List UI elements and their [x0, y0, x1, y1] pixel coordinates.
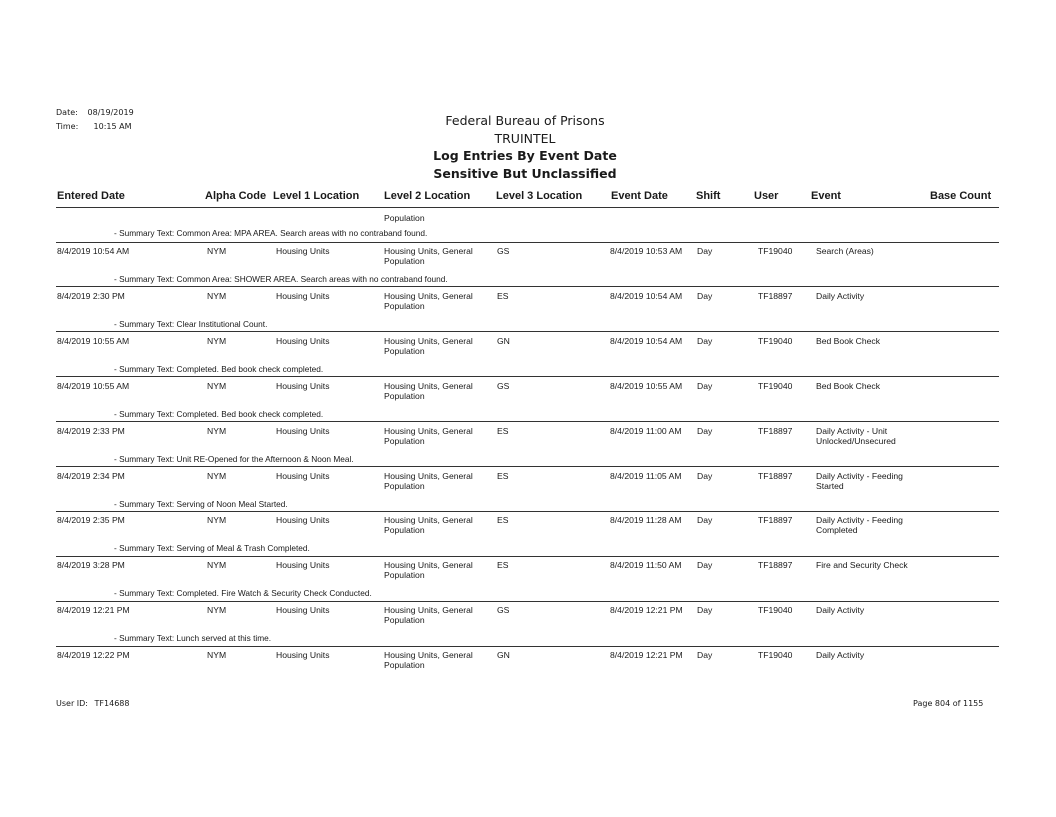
level2-cell: Housing Units, General — [384, 650, 473, 661]
shift-cell: Day — [697, 605, 713, 616]
row-rule — [56, 466, 999, 467]
alpha-code-cell: NYM — [207, 290, 227, 301]
alpha-code-cell: NYM — [207, 560, 227, 571]
time-label: Time: — [56, 122, 79, 131]
event-cell: Bed Book Check — [816, 380, 881, 391]
event-date-cell: 8/4/2019 12:21 PM — [610, 650, 683, 661]
level2-cell: Housing Units, General — [384, 515, 473, 526]
shift-cell: Day — [697, 246, 713, 256]
shift-cell: Day — [697, 425, 713, 436]
entered-date-cell: 8/4/2019 10:55 AM — [57, 380, 130, 391]
level2-cell: Housing Units, General — [384, 380, 473, 391]
report-time — [56, 122, 132, 131]
user-cell: TF19040 — [758, 335, 793, 346]
col-entered-date: Entered Date — [57, 190, 125, 202]
title-report: Log Entries By Event Date — [433, 148, 617, 163]
level2-cell-line2: Population — [384, 390, 425, 401]
entered-date-cell: 8/4/2019 10:55 AM — [57, 335, 130, 346]
user-cell: TF19040 — [758, 650, 793, 661]
event-cell: Daily Activity - Unit — [816, 425, 888, 436]
level2-cell: Housing Units, General — [384, 560, 473, 571]
row-rule — [56, 242, 999, 243]
title-classification: Sensitive But Unclassified — [433, 165, 617, 181]
level3-cell: ES — [497, 425, 509, 436]
level2-cell: Housing Units, General — [384, 425, 473, 436]
report-date — [56, 108, 134, 117]
summary-text: - Summary Text: Lunch served at this time. — [114, 633, 272, 644]
event-date-cell: 8/4/2019 11:50 AM — [610, 560, 682, 571]
footer-user-id — [56, 699, 129, 708]
col-event: Event — [811, 190, 841, 202]
title-agency: Federal Bureau of Prisons — [445, 113, 605, 128]
level1-cell: Housing Units — [276, 650, 330, 661]
user-cell: TF18897 — [758, 290, 793, 301]
entered-date-cell: 8/4/2019 2:35 PM — [57, 515, 125, 526]
user-id-label: User ID: — [56, 699, 88, 708]
level3-cell: GN — [497, 650, 510, 661]
shift-cell: Day — [697, 470, 713, 481]
summary-text: - Summary Text: Common Area: SHOWER AREA. Search areas with no contraband found. — [114, 274, 448, 284]
summary-text: - Summary Text: Clear Institutional Count. — [114, 318, 268, 329]
alpha-code-cell: NYM — [207, 246, 227, 256]
col-alpha-code: Alpha Code — [205, 190, 267, 202]
date-label: Date: — [56, 108, 78, 117]
level3-cell: GS — [497, 380, 510, 391]
event-date-cell: 8/4/2019 10:54 AM — [610, 335, 683, 346]
row-rule — [56, 376, 999, 377]
level2-cell-line2: Population — [384, 525, 425, 536]
summary-text: - Summary Text: Completed. Fire Watch & Security Check Conducted. — [114, 588, 372, 599]
event-date-cell: 8/4/2019 10:54 AM — [610, 290, 683, 301]
event-date-cell: 8/4/2019 12:21 PM — [610, 605, 683, 616]
level1-cell: Housing Units — [276, 246, 330, 256]
level2-cell-line2: Population — [384, 615, 425, 626]
carryover-summary: - Summary Text: Common Area: MPA AREA. Search areas with no contraband found. — [114, 228, 428, 238]
shift-cell: Day — [697, 650, 713, 661]
level2-cell: Housing Units, General — [384, 335, 473, 346]
event-cell: Search (Areas) — [816, 246, 874, 256]
alpha-code-cell: NYM — [207, 470, 227, 481]
col-level1: Level 1 Location — [273, 190, 360, 202]
header-rule — [56, 207, 999, 208]
level3-cell: GN — [497, 335, 510, 346]
alpha-code-cell: NYM — [207, 425, 227, 436]
title-system: TRUINTEL — [494, 130, 556, 146]
level2-cell-line2: Population — [384, 570, 425, 581]
level1-cell: Housing Units — [276, 605, 330, 616]
event-cell: Daily Activity — [816, 650, 865, 661]
summary-text: - Summary Text: Serving of Meal & Trash Completed. — [114, 543, 310, 554]
event-cell: Daily Activity — [816, 290, 865, 301]
entered-date-cell: 8/4/2019 2:33 PM — [57, 425, 125, 436]
event-cell-line2: Started — [816, 480, 844, 491]
event-cell: Daily Activity - Feeding — [816, 470, 903, 481]
summary-text: - Summary Text: Serving of Noon Meal Started. — [114, 498, 288, 509]
page-number: Page 804 of 1155 — [913, 699, 984, 708]
level2-cell: Housing Units, General — [384, 470, 473, 481]
alpha-code-cell: NYM — [207, 515, 227, 526]
event-cell-line2: Unlocked/Unsecured — [816, 435, 896, 446]
shift-cell: Day — [697, 380, 713, 391]
summary-text: - Summary Text: Completed. Bed book check completed. — [114, 408, 324, 419]
level2-cell-line2: Population — [384, 256, 425, 266]
row-rule — [56, 421, 999, 422]
user-id-value: TF14688 — [94, 699, 130, 708]
col-user: User — [754, 190, 779, 202]
col-level3: Level 3 Location — [496, 190, 583, 202]
level3-cell: ES — [497, 515, 509, 526]
level2-cell-line2: Population — [384, 480, 425, 491]
carryover-level2: Population — [384, 213, 425, 223]
level2-cell-line2: Population — [384, 345, 425, 356]
user-cell: TF18897 — [758, 515, 793, 526]
event-date-cell: 8/4/2019 11:05 AM — [610, 470, 682, 481]
user-cell: TF18897 — [758, 560, 793, 571]
user-cell: TF19040 — [758, 246, 793, 256]
row-rule — [56, 556, 999, 557]
user-cell: TF19040 — [758, 605, 793, 616]
level2-cell: Housing Units, General — [384, 290, 473, 301]
entered-date-cell: 8/4/2019 12:21 PM — [57, 605, 130, 616]
level3-cell: GS — [497, 605, 510, 616]
row-rule — [56, 646, 999, 647]
summary-text: - Summary Text: Completed. Bed book check completed. — [114, 363, 324, 374]
shift-cell: Day — [697, 515, 713, 526]
date-value: 08/19/2019 — [87, 108, 134, 117]
entered-date-cell: 8/4/2019 2:30 PM — [57, 290, 125, 301]
event-date-cell: 8/4/2019 11:00 AM — [610, 425, 682, 436]
event-cell: Fire and Security Check — [816, 560, 908, 571]
event-cell: Daily Activity — [816, 605, 865, 616]
entered-date-cell: 8/4/2019 2:34 PM — [57, 470, 125, 481]
shift-cell: Day — [697, 560, 713, 571]
row-rule — [56, 286, 999, 287]
level2-cell-line2: Population — [384, 300, 425, 311]
level1-cell: Housing Units — [276, 470, 330, 481]
alpha-code-cell: NYM — [207, 335, 227, 346]
col-level2: Level 2 Location — [384, 190, 471, 202]
entered-date-cell: 8/4/2019 12:22 PM — [57, 650, 130, 661]
level3-cell: ES — [497, 470, 509, 481]
summary-text: - Summary Text: Unit RE-Opened for the Afternoon & Noon Meal. — [114, 453, 354, 464]
alpha-code-cell: NYM — [207, 380, 227, 391]
user-cell: TF18897 — [758, 470, 793, 481]
level1-cell: Housing Units — [276, 425, 330, 436]
level3-cell: GS — [497, 246, 510, 256]
level1-cell: Housing Units — [276, 335, 330, 346]
event-cell: Daily Activity - Feeding — [816, 515, 903, 526]
event-cell-line2: Completed — [816, 525, 858, 536]
alpha-code-cell: NYM — [207, 650, 227, 661]
level3-cell: ES — [497, 560, 509, 571]
report-title — [405, 112, 645, 182]
level1-cell: Housing Units — [276, 290, 330, 301]
event-date-cell: 8/4/2019 11:28 AM — [610, 515, 682, 526]
event-date-cell: 8/4/2019 10:55 AM — [610, 380, 683, 391]
entered-date-cell: 8/4/2019 10:54 AM — [57, 246, 130, 256]
row-rule — [56, 601, 999, 602]
alpha-code-cell: NYM — [207, 605, 227, 616]
row-rule — [56, 331, 999, 332]
level2-cell: Housing Units, General — [384, 246, 473, 256]
user-cell: TF19040 — [758, 380, 793, 391]
level2-cell: Housing Units, General — [384, 605, 473, 616]
user-cell: TF18897 — [758, 425, 793, 436]
level2-cell-line2: Population — [384, 660, 425, 671]
col-event-date: Event Date — [611, 190, 668, 202]
row-rule — [56, 511, 999, 512]
level1-cell: Housing Units — [276, 515, 330, 526]
time-value: 10:15 AM — [93, 122, 132, 131]
shift-cell: Day — [697, 290, 713, 301]
event-cell: Bed Book Check — [816, 335, 881, 346]
col-shift: Shift — [696, 190, 721, 202]
level2-cell-line2: Population — [384, 435, 425, 446]
entered-date-cell: 8/4/2019 3:28 PM — [57, 560, 125, 571]
level3-cell: ES — [497, 290, 509, 301]
shift-cell: Day — [697, 335, 713, 346]
level1-cell: Housing Units — [276, 560, 330, 571]
event-date-cell: 8/4/2019 10:53 AM — [610, 246, 683, 256]
level1-cell: Housing Units — [276, 380, 330, 391]
col-base-count: Base Count — [930, 190, 992, 202]
